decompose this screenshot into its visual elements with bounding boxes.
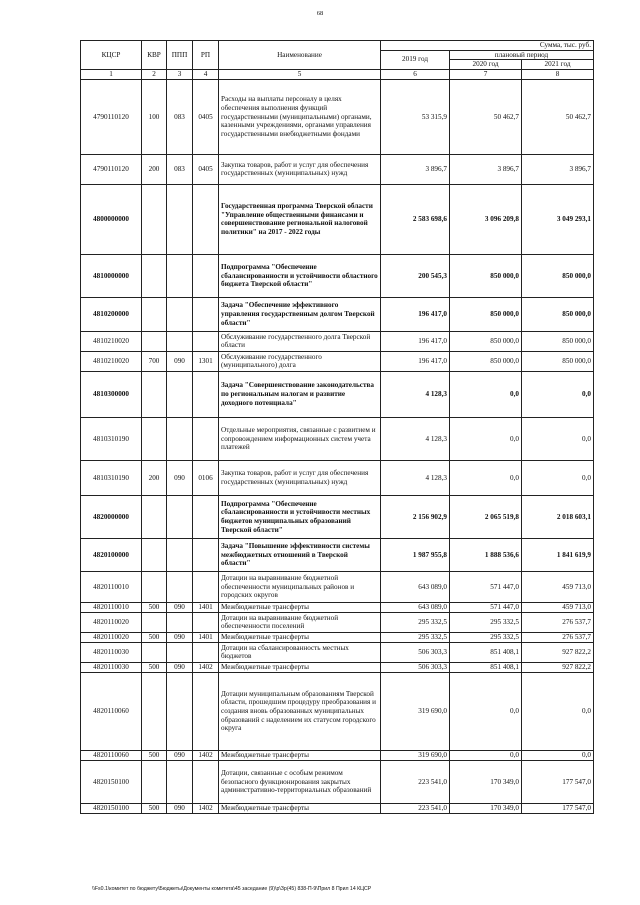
cell-2019: 200 545,3 <box>381 254 450 297</box>
cell-ppp: 083 <box>167 154 193 184</box>
column-number: 2 <box>142 69 167 79</box>
cell-2019: 319 690,0 <box>381 750 450 760</box>
cell-kcsr: 4790110120 <box>81 154 142 184</box>
cell-2019: 2 156 902,9 <box>381 495 450 538</box>
table-row <box>81 184 594 254</box>
cell-ppp: 090 <box>167 460 193 495</box>
table-row <box>81 642 594 662</box>
cell-name: Государственная программа Тверской области "Управление общественными финансами и совершенствование региональной налоговой политики" на 2017 - 2022 годы <box>219 184 381 254</box>
cell-kcsr: 4820110010 <box>81 571 142 602</box>
cell-kvr <box>142 760 167 803</box>
table-row <box>81 602 594 612</box>
cell-2020: 850 000,0 <box>450 297 522 331</box>
cell-ppp <box>167 371 193 417</box>
cell-2021: 50 462,7 <box>522 79 594 154</box>
cell-rp <box>193 331 219 351</box>
table-row <box>81 750 594 760</box>
cell-name: Обслуживание государственного долга Тверской области <box>219 331 381 351</box>
cell-2019: 3 896,7 <box>381 154 450 184</box>
header-sum: Сумма, тыс. руб. <box>381 41 594 51</box>
cell-2019: 1 987 955,8 <box>381 538 450 571</box>
cell-ppp <box>167 612 193 632</box>
cell-2019: 643 089,0 <box>381 602 450 612</box>
cell-kcsr: 4810210020 <box>81 331 142 351</box>
cell-kvr: 200 <box>142 460 167 495</box>
budget-table <box>80 40 594 814</box>
cell-2019: 295 332,5 <box>381 632 450 642</box>
cell-rp <box>193 612 219 632</box>
cell-rp <box>193 642 219 662</box>
cell-kvr: 500 <box>142 602 167 612</box>
cell-2020: 571 447,0 <box>450 602 522 612</box>
table-row <box>81 632 594 642</box>
cell-kcsr: 4810000000 <box>81 254 142 297</box>
cell-rp: 1401 <box>193 602 219 612</box>
cell-2021: 927 822,2 <box>522 642 594 662</box>
cell-rp: 1301 <box>193 351 219 371</box>
cell-2019: 196 417,0 <box>381 331 450 351</box>
cell-rp <box>193 297 219 331</box>
cell-2021: 177 547,0 <box>522 803 594 813</box>
column-number: 8 <box>522 69 594 79</box>
header-ppp: ППП <box>167 41 193 70</box>
cell-name: Подпрограмма "Обеспечение сбалансированности и устойчивости местных бюджетов муниципальных образований Тверской области" <box>219 495 381 538</box>
cell-2021: 177 547,0 <box>522 760 594 803</box>
column-number: 4 <box>193 69 219 79</box>
cell-kvr: 500 <box>142 632 167 642</box>
cell-2019: 2 583 698,6 <box>381 184 450 254</box>
cell-2019: 506 303,3 <box>381 642 450 662</box>
cell-ppp <box>167 184 193 254</box>
table-row <box>81 154 594 184</box>
cell-2019: 295 332,5 <box>381 612 450 632</box>
cell-name: Дотации муниципальным образованиям Тверской области, прошедшим процедуру преобразования и создания вновь образованных муниципальных образований с наделением их статусом городского округа <box>219 672 381 750</box>
header-kvr: КВР <box>142 41 167 70</box>
cell-kcsr: 4820110060 <box>81 750 142 760</box>
header-kcsr: КЦСР <box>81 41 142 70</box>
cell-name: Межбюджетные трансферты <box>219 602 381 612</box>
cell-2020: 851 408,1 <box>450 662 522 672</box>
table-row <box>81 460 594 495</box>
header-2019: 2019 год <box>381 50 450 69</box>
cell-name: Дотации на выравнивание бюджетной обеспеченности муниципальных районов и городских округов <box>219 571 381 602</box>
cell-kvr <box>142 672 167 750</box>
cell-2019: 196 417,0 <box>381 351 450 371</box>
column-number: 5 <box>219 69 381 79</box>
cell-name: Дотации на выравнивание бюджетной обеспеченности поселений <box>219 612 381 632</box>
table-row <box>81 662 594 672</box>
cell-kcsr: 4790110120 <box>81 79 142 154</box>
cell-kcsr: 4820110030 <box>81 662 142 672</box>
cell-2019: 223 541,0 <box>381 760 450 803</box>
cell-kcsr: 4820110010 <box>81 602 142 612</box>
cell-rp: 1402 <box>193 750 219 760</box>
cell-kcsr: 4820000000 <box>81 495 142 538</box>
cell-kcsr: 4820110020 <box>81 632 142 642</box>
cell-2021: 0,0 <box>522 672 594 750</box>
cell-2021: 1 841 619,9 <box>522 538 594 571</box>
cell-rp <box>193 672 219 750</box>
cell-2020: 850 000,0 <box>450 331 522 351</box>
table-row <box>81 495 594 538</box>
cell-kcsr: 4820100000 <box>81 538 142 571</box>
column-number: 6 <box>381 69 450 79</box>
cell-ppp <box>167 254 193 297</box>
table-row <box>81 571 594 602</box>
cell-name: Обслуживание государственного (муниципального) долга <box>219 351 381 371</box>
table-row <box>81 297 594 331</box>
cell-rp: 1402 <box>193 662 219 672</box>
header-rp: РП <box>193 41 219 70</box>
cell-ppp: 090 <box>167 632 193 642</box>
cell-2019: 196 417,0 <box>381 297 450 331</box>
cell-kvr <box>142 571 167 602</box>
cell-ppp: 090 <box>167 662 193 672</box>
cell-name: Межбюджетные трансферты <box>219 662 381 672</box>
table-row <box>81 672 594 750</box>
cell-kvr: 500 <box>142 662 167 672</box>
cell-rp <box>193 371 219 417</box>
table-row <box>81 538 594 571</box>
cell-rp <box>193 571 219 602</box>
cell-2021: 850 000,0 <box>522 254 594 297</box>
cell-ppp: 090 <box>167 602 193 612</box>
cell-name: Отдельные мероприятия, связанные с развитием и сопровождением информационных систем учета платежей <box>219 417 381 460</box>
cell-ppp: 090 <box>167 351 193 371</box>
cell-2020: 850 000,0 <box>450 351 522 371</box>
cell-rp <box>193 254 219 297</box>
cell-2020: 50 462,7 <box>450 79 522 154</box>
cell-kvr <box>142 184 167 254</box>
column-number: 1 <box>81 69 142 79</box>
table-row <box>81 254 594 297</box>
cell-kvr: 200 <box>142 154 167 184</box>
cell-2019: 53 315,9 <box>381 79 450 154</box>
cell-2020: 3 096 209,8 <box>450 184 522 254</box>
cell-2021: 850 000,0 <box>522 331 594 351</box>
cell-2020: 295 332,5 <box>450 612 522 632</box>
cell-ppp: 090 <box>167 750 193 760</box>
cell-ppp <box>167 417 193 460</box>
cell-kcsr: 4820110060 <box>81 672 142 750</box>
cell-rp <box>193 495 219 538</box>
cell-kcsr: 4820150100 <box>81 803 142 813</box>
cell-2021: 276 537,7 <box>522 612 594 632</box>
cell-kvr <box>142 495 167 538</box>
cell-name: Расходы на выплаты персоналу в целях обеспечения выполнения функций государственными (муниципальными) органами, казенными учреждениями, органами управления государственными внебюджетными фондами <box>219 79 381 154</box>
cell-2021: 927 822,2 <box>522 662 594 672</box>
column-number: 7 <box>450 69 522 79</box>
cell-ppp <box>167 331 193 351</box>
cell-2020: 2 065 519,8 <box>450 495 522 538</box>
cell-2020: 3 896,7 <box>450 154 522 184</box>
table-row <box>81 79 594 154</box>
column-number-row <box>81 69 594 79</box>
cell-kvr: 500 <box>142 803 167 813</box>
cell-kcsr: 4810310190 <box>81 417 142 460</box>
cell-name: Дотации, связанные с особым режимом безопасного функционирования закрытых административно-территориальных образований <box>219 760 381 803</box>
cell-kvr <box>142 254 167 297</box>
header-2021: 2021 год <box>522 60 594 70</box>
file-path-footer: \\Fs0.1\комитет по бюджету\Бюджеты\Документы комитета\45 заседание (9)\р\Зр(45) 838-П-9\Прил 8 Прил 14 КЦСР <box>92 886 372 892</box>
cell-2020: 295 332,5 <box>450 632 522 642</box>
cell-2021: 0,0 <box>522 460 594 495</box>
cell-2019: 4 128,3 <box>381 460 450 495</box>
cell-2020: 0,0 <box>450 371 522 417</box>
cell-kcsr: 4810300000 <box>81 371 142 417</box>
cell-rp <box>193 538 219 571</box>
cell-2021: 3 896,7 <box>522 154 594 184</box>
cell-2021: 459 713,0 <box>522 602 594 612</box>
cell-2021: 2 018 603,1 <box>522 495 594 538</box>
table-row <box>81 612 594 632</box>
cell-2019: 223 541,0 <box>381 803 450 813</box>
table-row <box>81 351 594 371</box>
table-row <box>81 417 594 460</box>
table-row <box>81 803 594 813</box>
cell-ppp: 083 <box>167 79 193 154</box>
page-number: 68 <box>316 10 324 17</box>
cell-2020: 0,0 <box>450 672 522 750</box>
cell-2021: 0,0 <box>522 371 594 417</box>
cell-name: Межбюджетные трансферты <box>219 750 381 760</box>
cell-2020: 0,0 <box>450 460 522 495</box>
cell-kcsr: 4810310190 <box>81 460 142 495</box>
cell-name: Подпрограмма "Обеспечение сбалансированности и устойчивости областного бюджета Тверской области" <box>219 254 381 297</box>
header-planned-period: плановый период <box>450 50 594 60</box>
cell-ppp <box>167 760 193 803</box>
cell-kcsr: 4810200000 <box>81 297 142 331</box>
cell-name: Закупка товаров, работ и услуг для обеспечения государственных (муниципальных) нужд <box>219 154 381 184</box>
header-2020: 2020 год <box>450 60 522 70</box>
column-number: 3 <box>167 69 193 79</box>
cell-kvr <box>142 642 167 662</box>
cell-rp <box>193 184 219 254</box>
cell-2020: 0,0 <box>450 750 522 760</box>
cell-2021: 459 713,0 <box>522 571 594 602</box>
cell-2019: 319 690,0 <box>381 672 450 750</box>
cell-name: Задача "Совершенствование законодательства по региональным налогам и развитие доходного потенциала" <box>219 371 381 417</box>
cell-kvr: 700 <box>142 351 167 371</box>
cell-kcsr: 4820110030 <box>81 642 142 662</box>
cell-2021: 850 000,0 <box>522 351 594 371</box>
cell-name: Межбюджетные трансферты <box>219 803 381 813</box>
cell-kvr <box>142 417 167 460</box>
cell-2021: 276 537,7 <box>522 632 594 642</box>
cell-name: Межбюджетные трансферты <box>219 632 381 642</box>
cell-2021: 850 000,0 <box>522 297 594 331</box>
cell-kvr: 100 <box>142 79 167 154</box>
cell-2019: 4 128,3 <box>381 371 450 417</box>
cell-ppp <box>167 571 193 602</box>
table-body <box>81 79 594 813</box>
cell-2020: 850 000,0 <box>450 254 522 297</box>
table-row <box>81 760 594 803</box>
cell-2021: 3 049 293,1 <box>522 184 594 254</box>
cell-2020: 170 349,0 <box>450 803 522 813</box>
cell-ppp <box>167 672 193 750</box>
cell-2020: 1 888 536,6 <box>450 538 522 571</box>
cell-ppp <box>167 642 193 662</box>
cell-2021: 0,0 <box>522 417 594 460</box>
cell-kvr <box>142 297 167 331</box>
cell-kcsr: 4820150100 <box>81 760 142 803</box>
cell-kcsr: 4810210020 <box>81 351 142 371</box>
cell-kvr: 500 <box>142 750 167 760</box>
cell-kvr <box>142 612 167 632</box>
header-name: Наименование <box>219 41 381 70</box>
cell-name: Дотации на сбалансированность местных бюджетов <box>219 642 381 662</box>
table-row <box>81 371 594 417</box>
cell-kvr <box>142 538 167 571</box>
cell-ppp <box>167 538 193 571</box>
cell-2020: 851 408,1 <box>450 642 522 662</box>
cell-2020: 0,0 <box>450 417 522 460</box>
table-row <box>81 331 594 351</box>
cell-ppp <box>167 495 193 538</box>
cell-name: Задача "Обеспечение эффективного управления государственным долгом Тверской области" <box>219 297 381 331</box>
cell-rp <box>193 760 219 803</box>
cell-kcsr: 4820110020 <box>81 612 142 632</box>
cell-rp: 0405 <box>193 79 219 154</box>
cell-2019: 506 303,3 <box>381 662 450 672</box>
cell-ppp <box>167 297 193 331</box>
cell-ppp: 090 <box>167 803 193 813</box>
cell-kcsr: 4800000000 <box>81 184 142 254</box>
cell-kvr <box>142 331 167 351</box>
cell-2019: 643 089,0 <box>381 571 450 602</box>
cell-rp: 0106 <box>193 460 219 495</box>
cell-2019: 4 128,3 <box>381 417 450 460</box>
cell-rp: 1401 <box>193 632 219 642</box>
cell-name: Задача "Повышение эффективности системы межбюджетных отношений в Тверской области" <box>219 538 381 571</box>
cell-2021: 0,0 <box>522 750 594 760</box>
cell-rp: 1402 <box>193 803 219 813</box>
cell-2020: 571 447,0 <box>450 571 522 602</box>
cell-2020: 170 349,0 <box>450 760 522 803</box>
cell-name: Закупка товаров, работ и услуг для обеспечения государственных (муниципальных) нужд <box>219 460 381 495</box>
cell-rp <box>193 417 219 460</box>
cell-kvr <box>142 371 167 417</box>
cell-rp: 0405 <box>193 154 219 184</box>
